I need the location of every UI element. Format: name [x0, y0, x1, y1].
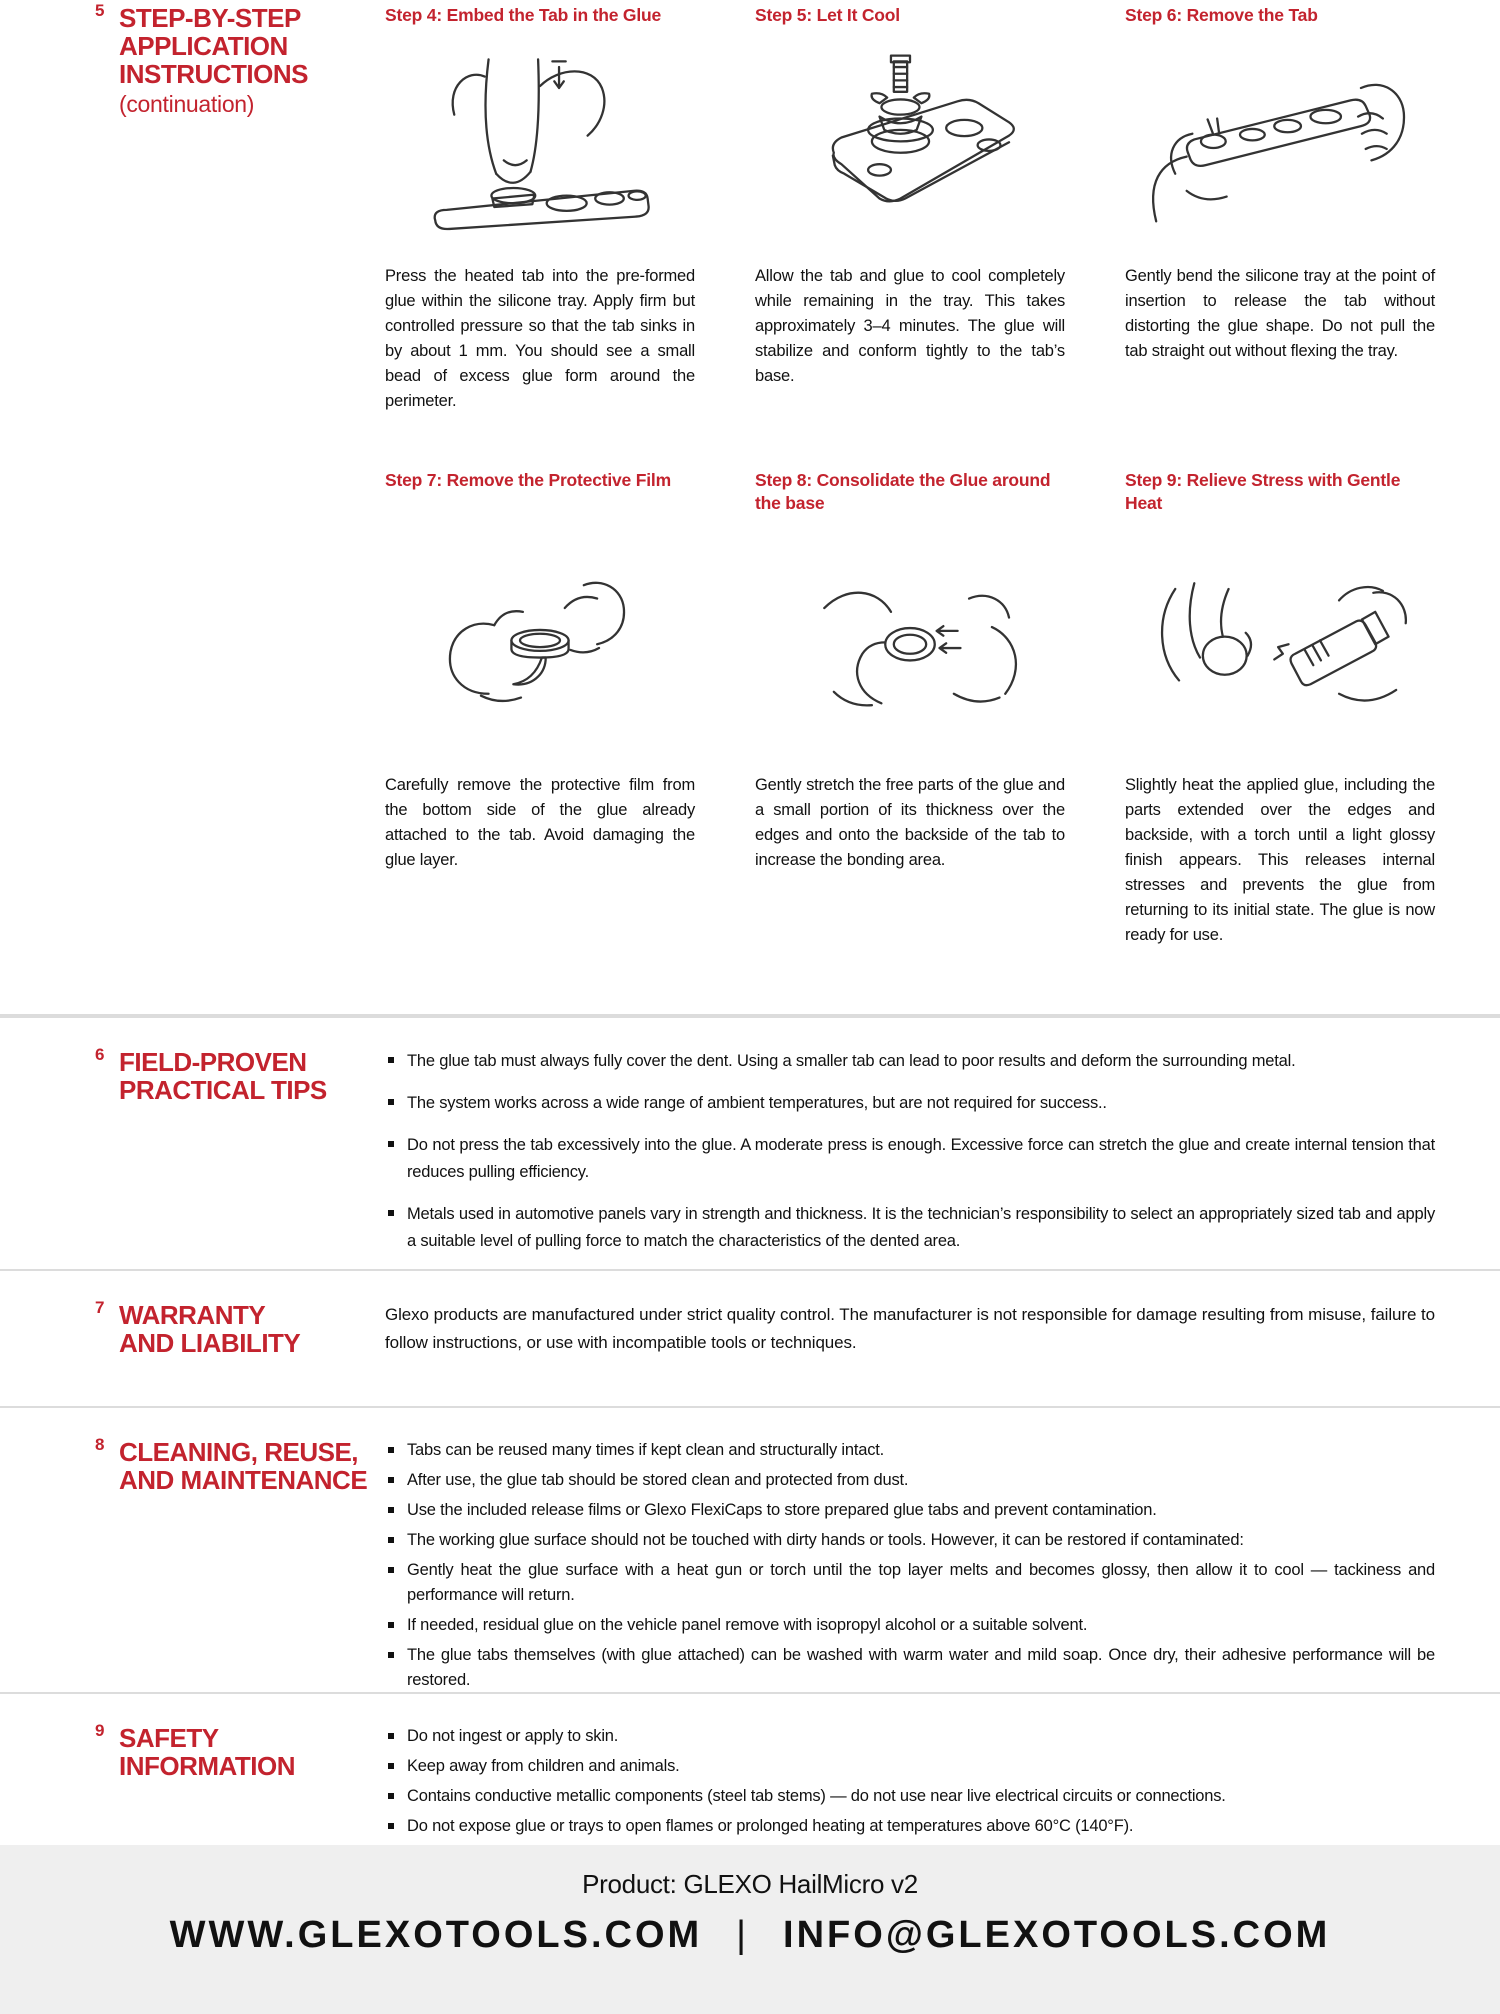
step-7-body: Carefully remove the protective film from the bottom side of the glue already attached to the tab. Avoid damaging the glue layer. — [385, 776, 695, 869]
step-6-body: Gently bend the silicone tray at the point of insertion to release the tab without distorting the glue shape. Do not pull the tab straight out without flexing the tray. — [1125, 267, 1435, 360]
section-9-label: 9 SAFETY INFORMATION — [95, 1721, 295, 1781]
section-subtitle: (continuation) — [119, 91, 255, 117]
step-7-illustration — [395, 549, 685, 749]
step-5 — [755, 4, 1065, 414]
section-5-label — [95, 1, 385, 117]
list-item: Use the included release films or Glexo FlexiCaps to store prepared glue tabs and prevent contamination. — [385, 1498, 1435, 1523]
step-8-illustration — [765, 549, 1055, 749]
step-7 — [385, 469, 695, 948]
step-5-illustration — [765, 48, 1055, 248]
step-8-heading: Step 8: Consolidate the Glue around the base — [755, 470, 1051, 513]
section-8-label: 8 CLEANING, REUSE, AND MAINTENANCE — [95, 1435, 368, 1495]
step-9 — [1125, 469, 1435, 948]
safety-list — [385, 1724, 1435, 1839]
footer-email: INFO@GLEXOTOOLS.COM — [783, 1914, 1331, 1956]
section-practical-tips — [0, 1016, 1500, 1269]
step-7-heading: Step 7: Remove the Protective Film — [385, 470, 671, 490]
list-item: The system works across a wide range of ambient temperatures, but are not required for success.. — [385, 1090, 1435, 1117]
section-title: STEP-BY-STEP APPLICATION INSTRUCTIONS — [119, 3, 308, 89]
list-item: After use, the glue tab should be stored clean and protected from dust. — [385, 1468, 1435, 1493]
section-warranty — [0, 1269, 1500, 1406]
list-item: If needed, residual glue on the vehicle panel remove with isopropyl alcohol or a suitable solvent. — [385, 1613, 1435, 1638]
footer-product-line: Product: GLEXO HailMicro v2 — [582, 1869, 918, 1899]
list-item: Metals used in automotive panels vary in strength and thickness. It is the technician’s responsibility to select an appropriately sized tab and apply a suitable level of pulling force to match the characteristics of the dented area. — [385, 1201, 1435, 1255]
section-safety — [0, 1692, 1500, 1844]
step-8-body: Gently stretch the free parts of the glue and a small portion of its thickness over the edges and onto the backside of the tab to increase the bonding area. — [755, 776, 1065, 869]
list-item: The working glue surface should not be touched with dirty hands or tools. However, it can be restored if contaminated: — [385, 1528, 1435, 1553]
step-4 — [385, 4, 695, 414]
section-7-label: 7 WARRANTY AND LIABILITY — [95, 1298, 301, 1358]
section-number: 6 — [95, 1045, 105, 1064]
list-item: Gently heat the glue surface with a heat gun or torch until the top layer melts and becomes glossy, then allow it to cool — tackiness and performance will return. — [385, 1558, 1435, 1608]
section-number: 8 — [95, 1435, 105, 1454]
step-4-heading: Step 4: Embed the Tab in the Glue — [385, 5, 662, 25]
step-9-body: Slightly heat the applied glue, including the parts extended over the edges and backside, with a torch until a light glossy finish appears. This releases internal stresses and prevents the glue from returning to its initial state. The glue is now ready for use. — [1125, 776, 1435, 944]
list-item: Do not ingest or apply to skin. — [385, 1724, 1435, 1749]
list-item: Contains conductive metallic components (steel tab stems) — do not use near live electrical circuits or connections. — [385, 1784, 1435, 1809]
section-6-label: 6 FIELD-PROVEN PRACTICAL TIPS — [95, 1045, 327, 1105]
list-item: The glue tabs themselves (with glue attached) can be washed with warm water and mild soap. Once dry, their adhesive performance will be restored. — [385, 1643, 1435, 1693]
list-item: Tabs can be reused many times if kept clean and structurally intact. — [385, 1438, 1435, 1463]
step-6-heading: Step 6: Remove the Tab — [1125, 5, 1318, 25]
cleaning-list — [385, 1438, 1435, 1693]
list-item: Do not press the tab excessively into the glue. A moderate press is enough. Excessive force can stretch the glue and create internal tension that reduces pulling efficiency. — [385, 1132, 1435, 1186]
section-number: 5 — [95, 1, 105, 20]
step-4-body: Press the heated tab into the pre-formed glue within the silicone tray. Apply firm but controlled pressure so that the tab sinks in by about 1 mm. You should see a small bead of excess glue form around the perimeter. — [385, 267, 695, 410]
footer-contact-line — [0, 1914, 1500, 1957]
section-number: 7 — [95, 1298, 105, 1317]
list-item: Do not expose glue or trays to open flames or prolonged heating at temperatures above 60°C (140°F). — [385, 1814, 1435, 1839]
step-6-illustration — [1135, 48, 1425, 248]
steps-row-2 — [385, 469, 1435, 948]
section-number: 9 — [95, 1721, 105, 1740]
tips-list — [385, 1048, 1435, 1255]
step-6 — [1125, 4, 1435, 414]
step-4-illustration — [395, 48, 685, 248]
section-cleaning — [0, 1406, 1500, 1692]
step-8 — [755, 469, 1065, 948]
list-item: The glue tab must always fully cover the dent. Using a smaller tab can lead to poor results and deform the surrounding metal. — [385, 1048, 1435, 1075]
list-item: Keep away from children and animals. — [385, 1754, 1435, 1779]
step-5-body: Allow the tab and glue to cool completely while remaining in the tray. This takes approximately 3–4 minutes. The glue will stabilize and conform tightly to the tab’s base. — [755, 267, 1065, 385]
warranty-text: Glexo products are manufactured under strict quality control. The manufacturer is not responsible for damage resulting from misuse, failure to follow instructions, or use with incompatible tools or techniques. — [385, 1305, 1435, 1352]
step-9-illustration — [1135, 549, 1425, 749]
footer-separator: | — [736, 1914, 750, 1956]
footer-website: WWW.GLEXOTOOLS.COM — [169, 1914, 703, 1956]
step-5-heading: Step 5: Let It Cool — [755, 5, 900, 25]
steps-row-1 — [385, 4, 1435, 414]
step-9-heading: Step 9: Relieve Stress with Gentle Heat — [1125, 470, 1401, 513]
page-footer — [0, 1845, 1500, 2014]
